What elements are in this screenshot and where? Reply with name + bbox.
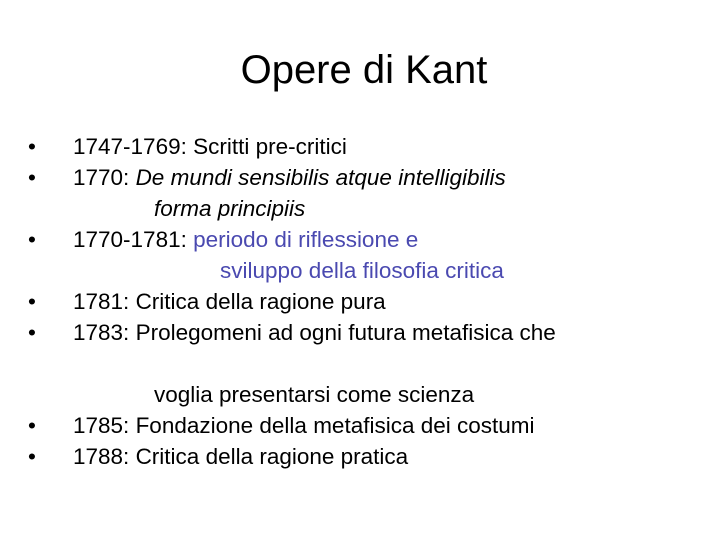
- bullet-icon: •: [28, 165, 36, 190]
- list-item: [28, 441, 718, 472]
- slide-title: Opere di Kant: [240, 48, 488, 92]
- item-prefix: 1770-1781:: [73, 227, 194, 252]
- item-text: De mundi sensibilis atque intelligibilis: [135, 165, 506, 190]
- item-prefix: 1747-1769:: [73, 134, 194, 159]
- item-text: Prolegomeni ad ogni futura metafisica che: [135, 320, 556, 345]
- item-prefix: 1781:: [73, 289, 136, 314]
- list-item: [28, 224, 718, 286]
- item-continuation: voglia presentarsi come scienza: [154, 382, 475, 407]
- bullet-icon: •: [28, 444, 36, 469]
- bullet-icon: •: [28, 134, 36, 159]
- list-item: [28, 286, 718, 317]
- item-prefix: 1783:: [73, 320, 136, 345]
- bullet-icon: •: [28, 289, 36, 314]
- bullet-icon: •: [28, 320, 36, 345]
- line-spacer: [73, 348, 718, 379]
- item-text: Critica della ragione pura: [135, 289, 386, 314]
- list-item: [28, 317, 718, 410]
- item-text: Fondazione della metafisica dei costumi: [135, 413, 535, 438]
- item-text: Scritti pre-critici: [193, 134, 347, 159]
- list-item: [28, 162, 718, 224]
- item-prefix: 1770:: [73, 165, 136, 190]
- item-continuation: sviluppo della filosofia critica: [220, 258, 504, 283]
- works-list: [28, 131, 718, 472]
- list-item: [28, 410, 718, 441]
- bullet-icon: •: [28, 227, 36, 252]
- item-prefix: 1785:: [73, 413, 136, 438]
- item-text: periodo di riflessione e: [193, 227, 419, 252]
- list-item: [28, 131, 718, 162]
- item-text: Critica della ragione pratica: [135, 444, 409, 469]
- item-prefix: 1788:: [73, 444, 136, 469]
- bullet-icon: •: [28, 413, 36, 438]
- item-continuation: forma principiis: [154, 196, 306, 221]
